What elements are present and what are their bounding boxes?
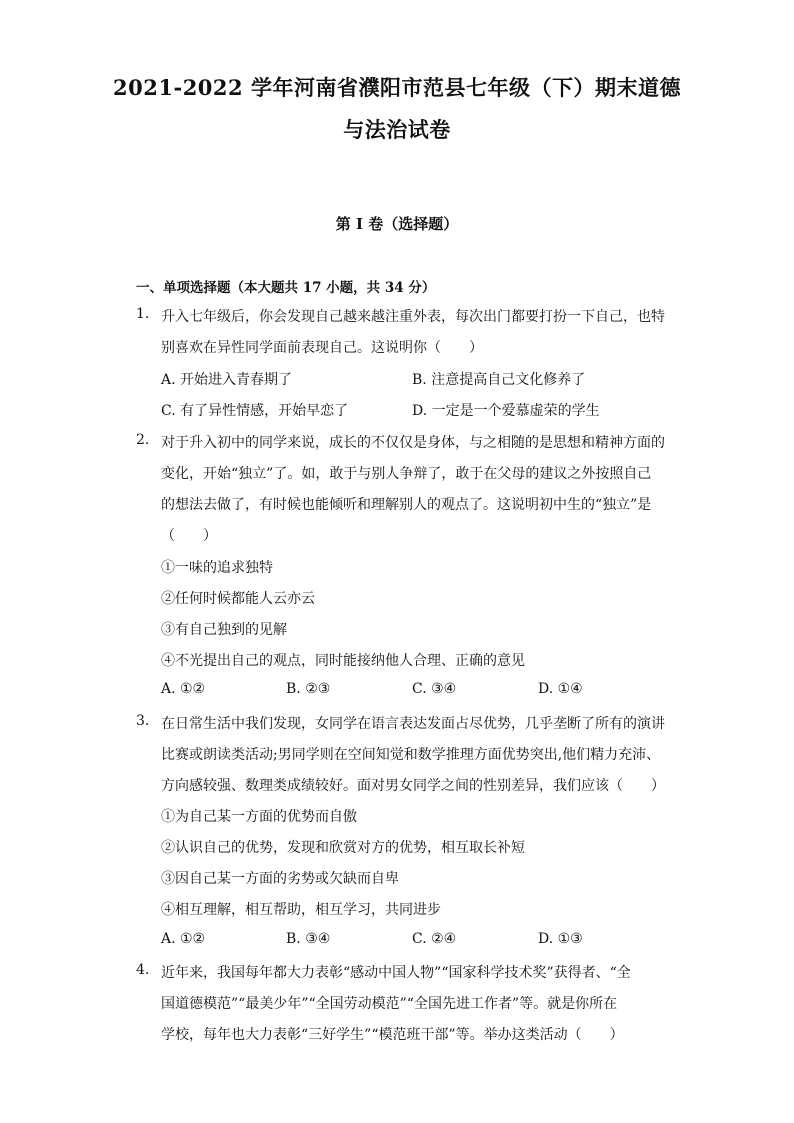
question-type-heading: 一、单项选择题（本大题共 17 小题，共 34 分） [136, 280, 436, 296]
question-2-stem-line: （ ） [161, 528, 217, 544]
question-3-item: ①为自己某一方面的优势而自傲 [161, 809, 357, 825]
question-3-item: ②认识自己的优势，发现和欣赏对方的优势，相互取长补短 [161, 840, 525, 856]
question-2-item: ②任何时候都能人云亦云 [161, 591, 315, 607]
question-4-stem-line: 国道德模范”“最美少年”“全国劳动模范”“全国先进工作者”等。就是你所在 [161, 996, 618, 1012]
question-1-option-a: A. 开始进入青春期了 [161, 372, 293, 388]
document-title-line-2: 与法治试卷 [343, 117, 451, 142]
question-1-stem-line: 升入七年级后，你会发现自己越来越注重外表，每次出门都要打扮一下自己，也特 [161, 309, 665, 325]
question-2-option-c: C. ③④ [412, 681, 457, 697]
question-2-option-a: A. ①② [161, 681, 206, 697]
question-3-option-b: B. ③④ [286, 931, 331, 947]
question-2-number: 2. [136, 432, 150, 448]
question-1-stem-line: 别喜欢在异性同学面前表现自己。这说明你（ ） [161, 340, 483, 356]
question-3-option-a: A. ①② [161, 931, 206, 947]
question-2-item: ③有自己独到的见解 [161, 622, 287, 638]
question-2-stem-line: 对于升入初中的同学来说，成长的不仅仅是身体，与之相随的是思想和精神方面的 [161, 435, 665, 451]
question-3-option-d: D. ①③ [538, 931, 583, 947]
question-1-option-d: D. 一定是一个爱慕虚荣的学生 [412, 403, 600, 419]
question-2-stem-line: 的想法去做了，有时候也能倾听和理解别人的观点了。这说明初中生的“独立”是 [161, 497, 652, 513]
document-title-line-1: 2021-2022 学年河南省濮阳市范县七年级（下）期末道德 [113, 75, 681, 100]
question-1-number: 1. [136, 306, 150, 322]
question-2-item: ④不光提出自己的观点，同时能接纳他人合理、正确的意见 [161, 653, 525, 669]
question-3-item: ③因自己某一方面的劣势或欠缺而自卑 [161, 871, 399, 887]
question-1-option-c: C. 有了异性情感，开始早恋了 [161, 403, 349, 419]
question-2-stem-line: 变化，开始“独立”了。如，敢于与别人争辩了，敢于在父母的建议之外按照自己 [161, 466, 652, 482]
question-3-number: 3. [136, 713, 150, 729]
section-heading: 第 I 卷（选择题） [335, 215, 459, 233]
question-4-number: 4. [136, 962, 150, 978]
question-2-option-b: B. ②③ [286, 681, 331, 697]
question-3-stem-line: 方向感较强、数理类成绩较好。面对男女同学之间的性别差异，我们应该（ ） [161, 778, 665, 794]
question-4-stem-line: 学校，每年也大力表彰“三好学生”“模范班干部”等。举办这类活动（ ） [161, 1027, 624, 1043]
question-2-option-d: D. ①④ [538, 681, 583, 697]
question-2-item: ①一味的追求独特 [161, 560, 273, 576]
question-3-stem-line: 比赛或朗读类活动;男同学则在空间知觉和数学推理方面优势突出,他们精力充沛、 [161, 747, 661, 763]
question-3-item: ④相互理解，相互帮助，相互学习，共同进步 [161, 902, 441, 918]
question-1-option-b: B. 注意提高自己文化修养了 [412, 372, 586, 388]
question-4-stem-line: 近年来，我国每年都大力表彰“感动中国人物”“国家科学技术奖”获得者、“全 [161, 965, 631, 981]
question-3-option-c: C. ②④ [412, 931, 457, 947]
question-3-stem-line: 在日常生活中我们发现，女同学在语言表达发面占尽优势，几乎垄断了所有的演讲 [161, 716, 665, 732]
